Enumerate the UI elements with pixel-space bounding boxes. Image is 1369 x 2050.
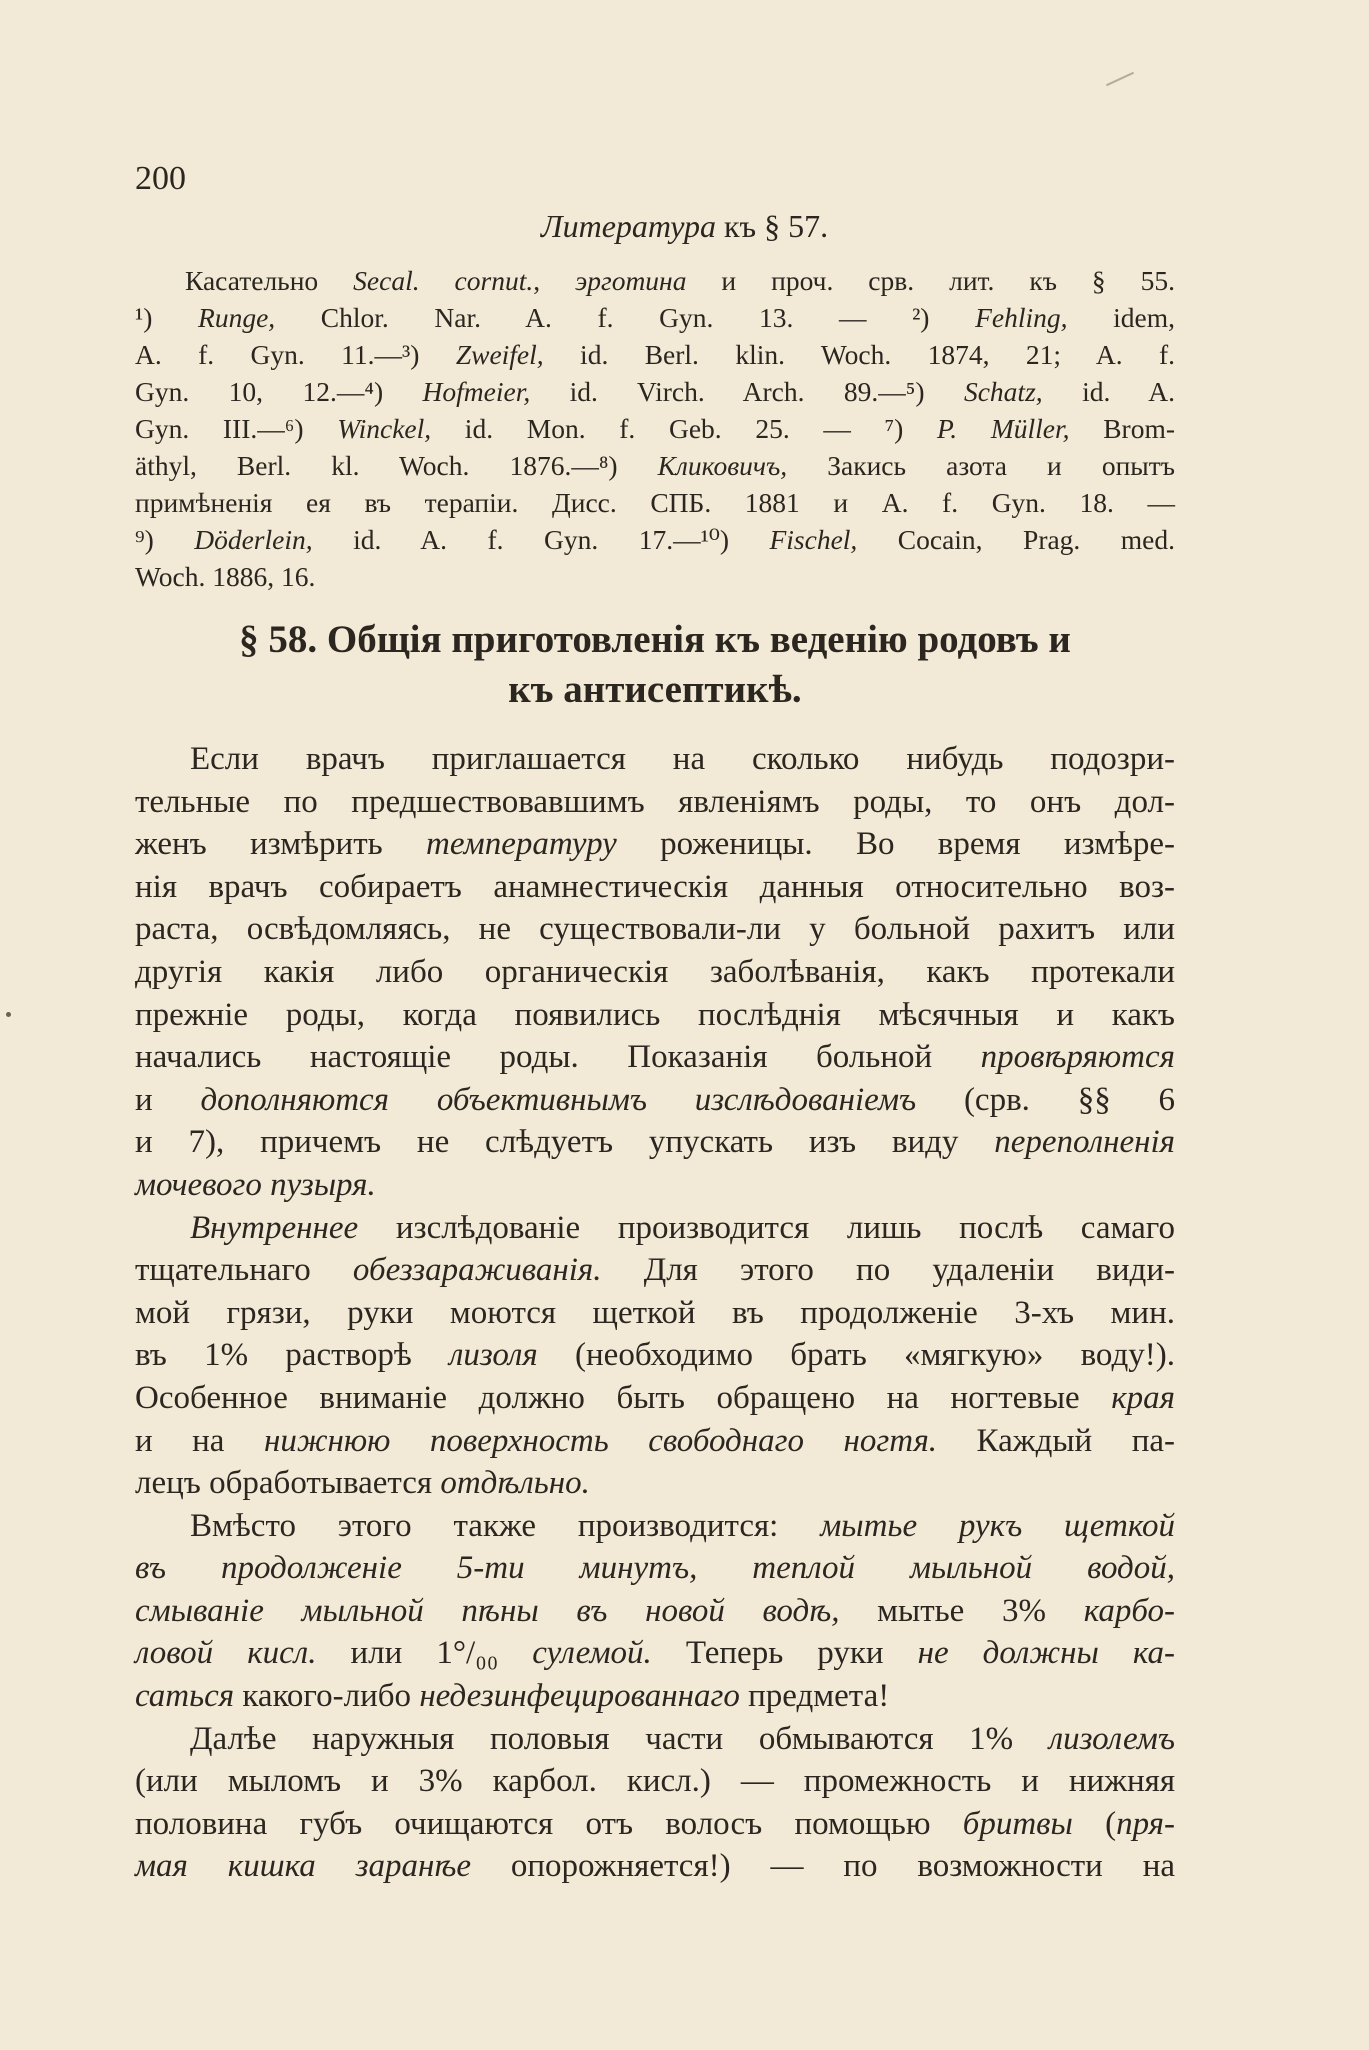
body-line: Особенное вниманіе должно быть обращено на ногтевые края bbox=[135, 1379, 1175, 1416]
italic-term: отдѣльно. bbox=[440, 1465, 590, 1502]
body-line: ловой кисл. или 1°/₀₀ сулемой. Теперь руки не должны ка- bbox=[135, 1635, 1175, 1672]
section-title bbox=[135, 615, 1175, 715]
italic-term: бритвы bbox=[962, 1805, 1073, 1842]
body-line: половина губъ очищаются отъ волосъ помощью бритвы (пря- bbox=[135, 1805, 1175, 1842]
italic-term: ловой кисл. bbox=[135, 1635, 317, 1672]
italic-term: Winckel, bbox=[337, 413, 432, 444]
italic-term: смываніе мыльной пѣны въ новой водѣ, bbox=[135, 1592, 840, 1629]
paper-speck bbox=[6, 1012, 11, 1017]
page-number: 200 bbox=[135, 160, 186, 197]
italic-term: саться bbox=[135, 1678, 235, 1715]
body-line: Если врачъ приглашается на сколько нибудь подозри- bbox=[190, 741, 1175, 777]
body-line: и на нижнюю поверхность свободнаго ногтя. Каждый па- bbox=[135, 1422, 1175, 1459]
body-line: и дополняются объективнымъ изслѣдованіемъ (срв. §§ 6 bbox=[135, 1081, 1175, 1118]
body-line: мая кишка заранѣе опорожняется!) — по возможности на bbox=[135, 1848, 1175, 1885]
body-line bbox=[135, 1164, 1175, 1207]
body-line: раста, освѣдомляясь, не существовали-ли у больной рахитъ или bbox=[135, 911, 1175, 948]
italic-term: температуру bbox=[425, 826, 617, 863]
italic-term: лизолемъ bbox=[1048, 1720, 1175, 1757]
italic-term: пря- bbox=[1116, 1805, 1175, 1842]
body-line: другія какія либо органическія заболѣванія, какъ протекали bbox=[135, 953, 1175, 990]
reference-line: Gyn. 10, 12.—⁴) Hofmeier, id. Virch. Arch. 89.—⁵) Schatz, id. A. bbox=[135, 376, 1176, 407]
italic-term: теплой мыльной водой, bbox=[752, 1550, 1176, 1587]
body-line: Далѣе наружныя половыя части обмываются 1% лизолемъ bbox=[190, 1720, 1175, 1757]
italic-term: Внутреннее bbox=[190, 1209, 359, 1246]
italic-term: дополняются объективнымъ изслѣдованіемъ bbox=[200, 1081, 917, 1118]
italic-term: лизоля bbox=[449, 1337, 538, 1374]
reference-line: Gyn. III.—⁶) Winckel, id. Mon. f. Geb. 25. — ⁷) P. Müller, Brom- bbox=[135, 413, 1175, 444]
italic-term: карбо- bbox=[1083, 1592, 1175, 1629]
body-line: Внутреннее изслѣдованіе производится лишь послѣ самаго bbox=[190, 1209, 1175, 1246]
body-line: смываніе мыльной пѣны въ новой водѣ, мытье 3% карбо- bbox=[135, 1592, 1175, 1629]
italic-term: недезинфецированнаго bbox=[419, 1678, 740, 1715]
italic-term: обеззараживанія. bbox=[352, 1252, 602, 1289]
body-text bbox=[135, 738, 1175, 1888]
italic-term: Fischel, bbox=[769, 524, 858, 555]
body-line: женъ измѣрить температуру роженицы. Во время измѣре- bbox=[135, 826, 1176, 863]
body-line: и 7), причемъ не слѣдуетъ упускать изъ виду переполненія bbox=[135, 1124, 1175, 1161]
body-line: лецъ обработывается отдѣльно. bbox=[135, 1465, 590, 1502]
reference-line: äthyl, Berl. kl. Woch. 1876.—⁸) Кликовичъ, Закись азота и опытъ bbox=[135, 450, 1175, 481]
reference-line: Касательно Secal. cornut., эрготина и проч. срв. лит. къ § 55. bbox=[185, 265, 1175, 296]
italic-term: въ продолженіе 5-ти минутъ, bbox=[135, 1550, 698, 1587]
section-title-line: § 58. Общія приготовленія къ веденію родовъ и bbox=[239, 618, 1071, 661]
italic-term: Fehling, bbox=[975, 302, 1068, 333]
body-line: саться какого-либо недезинфецированнаго предмета! bbox=[135, 1678, 890, 1715]
italic-term: P. Müller, bbox=[937, 413, 1070, 444]
italic-term: Secal. cornut. bbox=[353, 265, 534, 296]
references-block bbox=[135, 262, 1175, 595]
reference-line: Woch. 1886, 16. bbox=[135, 561, 316, 592]
italic-term: нижнюю поверхность свободнаго ногтя. bbox=[263, 1422, 938, 1459]
literature-heading bbox=[0, 208, 1369, 245]
reference-line: A. f. Gyn. 11.—³) Zweifel, id. Berl. klin. Woch. 1874, 21; A. f. bbox=[135, 339, 1176, 370]
body-line: начались настоящіе роды. Показанія больной провѣряются bbox=[135, 1039, 1175, 1076]
section-title-line: къ антисептикѣ. bbox=[508, 668, 802, 711]
body-line: въ 1% растворѣ лизоля (необходимо брать «мягкую» воду!). bbox=[135, 1337, 1175, 1374]
reference-line: ⁹) Döderlein, id. A. f. Gyn. 17.—¹⁰) Fischel, Cocain, Prag. med. bbox=[135, 524, 1175, 555]
italic-term: переполненія bbox=[994, 1124, 1175, 1161]
body-line: тщательнаго обеззараживанія. Для этого по удаленіи види- bbox=[135, 1252, 1175, 1289]
body-line: (или мыломъ и 3% карбол. кисл.) — промежность и нижняя bbox=[135, 1763, 1175, 1800]
italic-term: мытье рукъ щеткой bbox=[820, 1507, 1175, 1544]
italic-term: Кликовичъ, bbox=[657, 450, 788, 481]
reference-line: ¹) Runge, Chlor. Nar. A. f. Gyn. 13. — ²) Fehling, idem, bbox=[135, 302, 1175, 333]
literature-heading-rest: къ § 57. bbox=[715, 208, 829, 244]
italic-term: края bbox=[1111, 1379, 1175, 1416]
italic-term: Zweifel, bbox=[455, 339, 544, 370]
italic-term: эрготина bbox=[575, 265, 687, 296]
body-line: прежніе роды, когда появились послѣднія мѣсячныя и какъ bbox=[135, 996, 1175, 1033]
reference-line: примѣненія ея въ терапіи. Дисс. СПБ. 1881 и A. f. Gyn. 18. — bbox=[135, 487, 1175, 518]
body-line: мой грязи, руки моются щеткой въ продолженіе 3-хъ мин. bbox=[135, 1294, 1175, 1331]
italic-term: провѣряются bbox=[980, 1039, 1175, 1076]
italic-term: не должны ка- bbox=[917, 1635, 1175, 1672]
body-line: Вмѣсто этого также производится: мытье рукъ щеткой bbox=[190, 1507, 1175, 1544]
body-line: нія врачъ собираетъ анамнестическія данныя относительно воз- bbox=[135, 868, 1175, 905]
body-line bbox=[135, 1547, 1175, 1590]
italic-term: Döderlein, bbox=[194, 524, 313, 555]
literature-heading-italic: Литература bbox=[540, 208, 716, 244]
paper-mark bbox=[1106, 72, 1134, 86]
italic-term: Hofmeier, bbox=[422, 376, 531, 407]
italic-term: сулемой. bbox=[532, 1635, 652, 1672]
italic-term: Schatz, bbox=[963, 376, 1043, 407]
italic-term: Runge, bbox=[198, 302, 276, 333]
italic-term: мочевого пузыря. bbox=[135, 1166, 376, 1203]
body-line: тельные по предшествовавшимъ явленіямъ роды, то онъ дол- bbox=[135, 783, 1175, 820]
italic-term: мая кишка заранѣе bbox=[135, 1848, 471, 1885]
